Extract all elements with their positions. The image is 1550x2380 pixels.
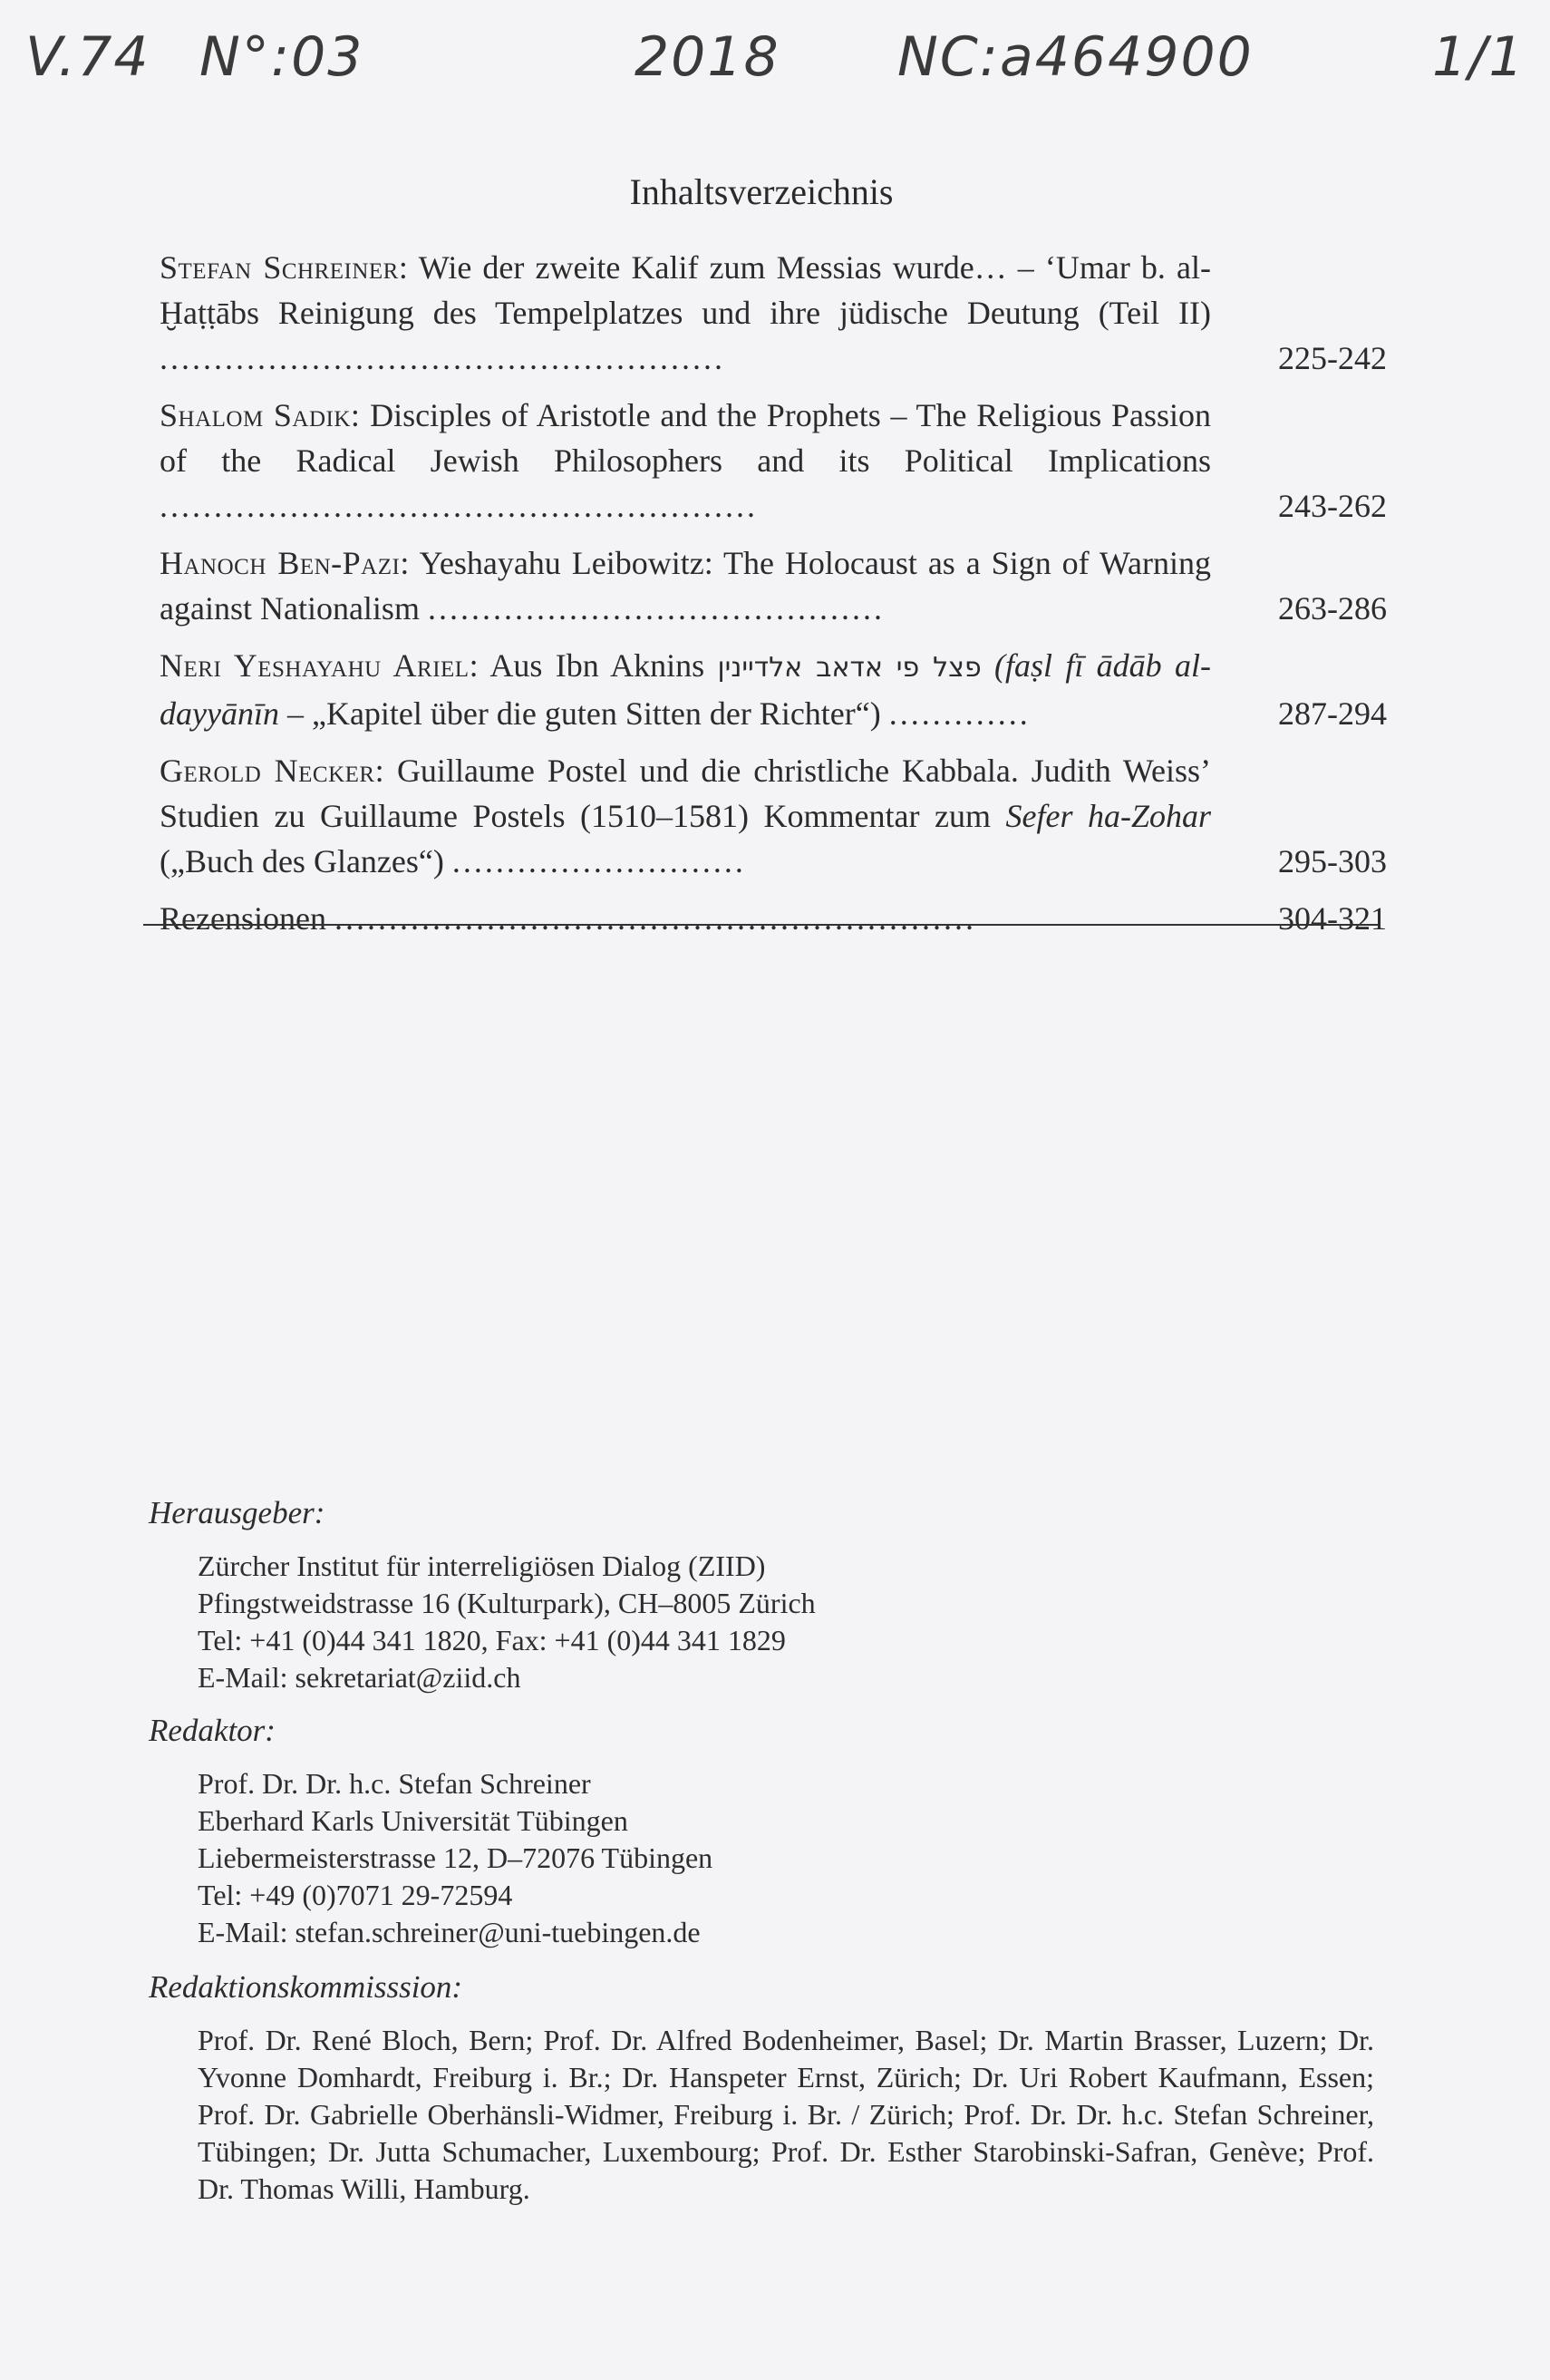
kommission-section <box>149 1966 1400 2208</box>
toc-title-part: („Buch des Glanzes“) <box>160 843 444 879</box>
address-line: Tel: +49 (0)7071 29-72594 <box>198 1879 513 1911</box>
toc-title-part: Aus Ibn Aknins <box>489 647 705 684</box>
toc-author: Shalom Sadik: <box>160 397 361 433</box>
handwritten-catalog-number: NC:a464900 <box>897 25 1254 89</box>
handwritten-number: N°:03 <box>199 25 364 89</box>
toc-entry <box>160 643 1387 736</box>
toc-book-title: Sefer ha-Zohar <box>1005 798 1211 834</box>
toc-pages: 243-262 <box>1278 488 1387 524</box>
leader-dots: .......................................... <box>427 590 885 627</box>
toc-author: Hanoch Ben-Pazi: <box>160 545 410 581</box>
toc-entry <box>160 540 1387 631</box>
redaktor-label: Redaktor: <box>149 1713 276 1748</box>
leader-dots: .................................................... <box>160 340 725 376</box>
herausgeber-address <box>198 1548 1400 1696</box>
toc-pages: 263-286 <box>1278 590 1387 627</box>
toc-entry <box>160 393 1387 529</box>
toc-author: Stefan Schreiner: <box>160 249 409 286</box>
toc-entry <box>160 748 1387 884</box>
handwritten-volume: V.74 <box>25 25 150 89</box>
page-title: Inhaltsverzeichnis <box>629 171 894 212</box>
toc-title: Disciples of Aristotle and the Prophets – The Religious Passion of the Radical Jewish Philosophers and its Political Implications <box>160 397 1211 479</box>
leader-dots: ........................... <box>451 843 746 879</box>
toc-title: Yeshayahu Leibowitz: The Holocaust as a Sign of Warning against Nationalism <box>160 545 1211 627</box>
toc-author: Gerold Necker: <box>160 753 385 789</box>
address-line: Pfingstweidstrasse 16 (Kulturpark), CH–8005 Zürich <box>198 1587 816 1619</box>
handwritten-count: 1/1 <box>1432 25 1526 89</box>
toc-pages: 304-321 <box>1278 900 1387 937</box>
toc-title-part: Guillaume Postel und die christliche Kabbala. Judith Weiss’ Studien zu Guillaume Postels (1510–1581) Kommentar zum <box>160 753 1212 834</box>
redaktor-address <box>198 1765 1400 1951</box>
herausgeber-label: Herausgeber: <box>149 1495 325 1530</box>
leader-dots: ....................................................... <box>160 488 758 524</box>
toc-title-part: – „Kapitel über die guten Sitten der Richter“) <box>286 695 881 732</box>
divider <box>143 924 1378 926</box>
address-line: Tel: +41 (0)44 341 1820, Fax: +41 (0)44 341 1829 <box>198 1624 786 1656</box>
toc-entry <box>160 245 1387 381</box>
toc-pages: 295-303 <box>1278 843 1387 879</box>
toc-pages: 225-242 <box>1278 340 1387 376</box>
leader-dots: ............. <box>888 695 1031 732</box>
redaktor-section <box>149 1709 1400 1951</box>
address-line: Eberhard Karls Universität Tübingen <box>198 1804 628 1837</box>
leader-dots: ........................................................... <box>334 900 976 937</box>
kommission-members: Prof. Dr. René Bloch, Bern; Prof. Dr. Alfred Bodenheimer, Basel; Dr. Martin Brasser, Luzern; Dr. Yvonne Domhardt, Freiburg i. Br.; Dr. Hanspeter Ernst, Zürich; Dr. Uri Robert Kaufmann, Essen; Prof. Dr. Gabrielle Oberhänsli-Widmer, Freiburg i. Br. / Zürich; Prof. Dr. Dr. h.c. Stefan Schreiner, Tübingen; Dr. Jutta Schumacher, Luxembourg; Prof. Dr. Esther Starobinski-Safran, Genève; Prof. Dr. Thomas Willi, Hamburg. <box>198 2024 1374 2205</box>
address-line: Zürcher Institut für interreligiösen Dialog (ZIID) <box>198 1549 766 1582</box>
toc-title: Rezensionen <box>160 900 326 937</box>
kommission-label: Redaktionskommisssion: <box>149 1969 463 2005</box>
table-of-contents <box>160 245 1387 953</box>
handwritten-year: 2018 <box>635 25 780 89</box>
herausgeber-section <box>149 1491 1400 1696</box>
address-line: Prof. Dr. Dr. h.c. Stefan Schreiner <box>198 1767 591 1800</box>
address-line: Liebermeisterstrasse 12, D–72076 Tübingen <box>198 1841 713 1874</box>
toc-transliteration: (faṣl fī ādāb al-dayyānīn <box>160 647 1211 732</box>
toc-author: Neri Yeshayahu Ariel: <box>160 647 480 684</box>
toc-hebrew-title: פצל פי אדאב אלדיינין <box>717 652 982 684</box>
toc-pages: 287-294 <box>1278 695 1387 732</box>
toc-title: Wie der zweite Kalif zum Messias wurde… – ‘Umar b. al-Ḫaṭṭābs Reinigung des Tempelplatzes und ihre jüdische Deutung (Teil II) <box>160 249 1211 331</box>
toc-entry <box>160 896 1387 941</box>
address-line: E-Mail: sekretariat@ziid.ch <box>198 1661 521 1694</box>
address-line: E-Mail: stefan.schreiner@uni-tuebingen.de <box>198 1916 701 1948</box>
